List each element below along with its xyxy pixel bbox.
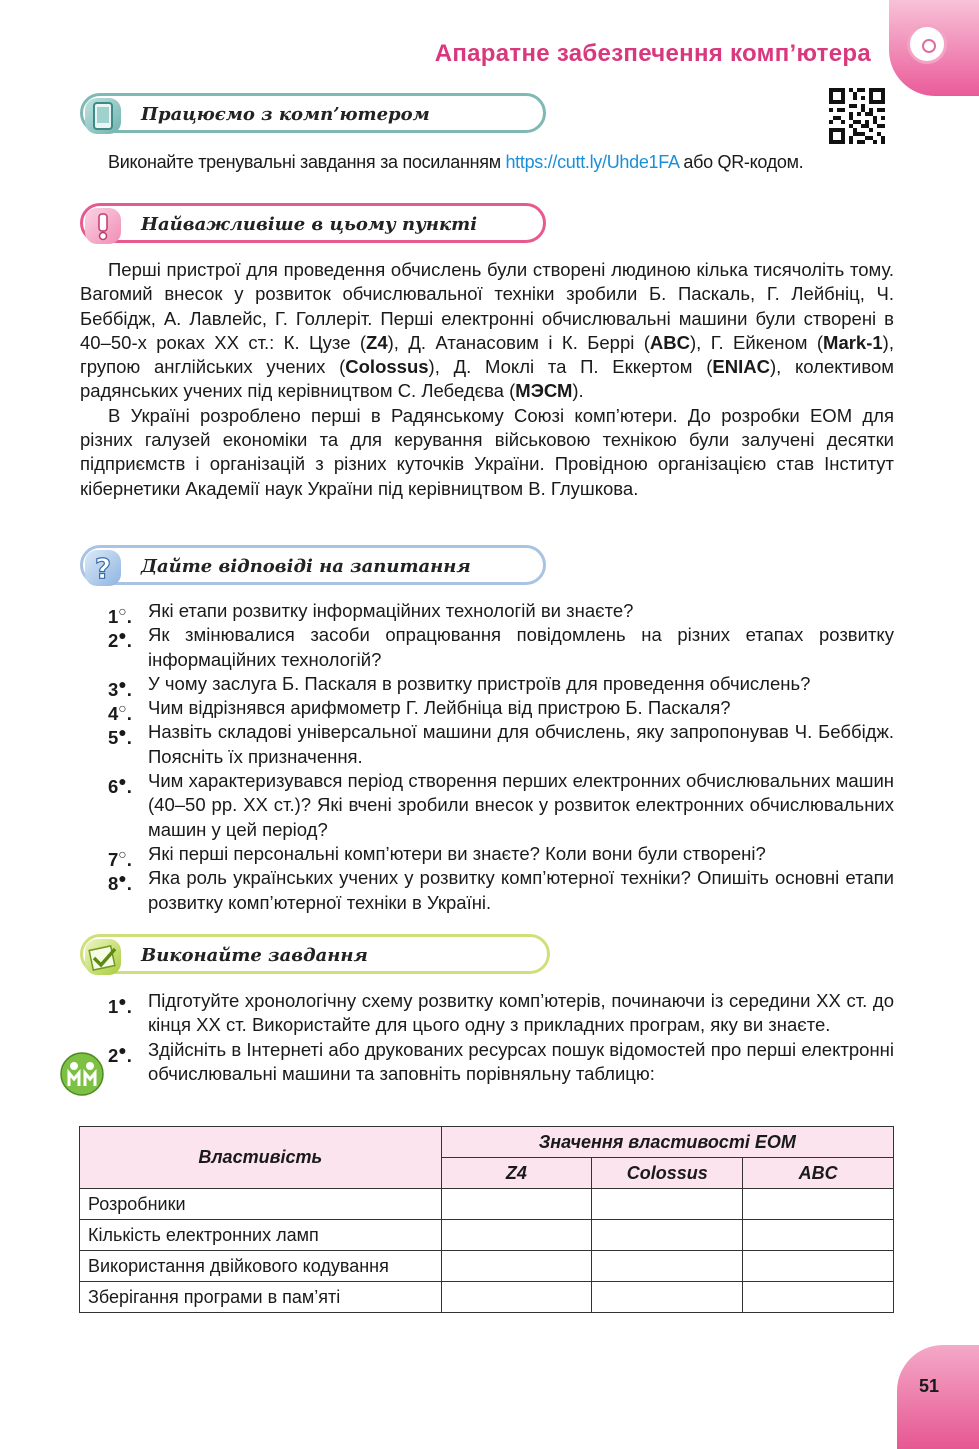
table-cell (743, 1251, 894, 1282)
tasks-list (80, 989, 894, 1086)
comparison-table (79, 1126, 894, 1313)
work-instruction-suffix: або QR-кодом. (678, 152, 804, 172)
section-title-tasks: Виконайте завдання (141, 945, 368, 966)
section-title-work: Працюємо з комп’ютером (141, 104, 430, 125)
difficulty-mark: ○ (118, 700, 127, 717)
machine-name: МЭСМ (515, 380, 573, 402)
difficulty-mark: ● (118, 870, 127, 887)
difficulty-mark: ○ (118, 603, 127, 619)
table-cell (592, 1220, 743, 1251)
row-label: Зберігання програми в пам’яті (80, 1282, 442, 1313)
summary-paragraph-1: Перші пристрої для проведення обчислень були створені людиною кілька тисячоліть тому. Вагомий внесок у розвиток обчислювальної техніки зробили Б. Паскаль, Г. Лейбніц, Ч. Беббідж, А. Лавлейс, Г. Голлеріт. Перші електронні обчислювальні машини були створені в 40–50-х роках XX ст.: К. Цузе (Z4), Д. Атанасовим і К. Беррі (ABC), Г. Ейкеном (Mark-1), групою англійських учених (Colossus), Д. Моклі та П. Еккертом (ENIAC), колективом радянських учених під керівництвом С. Лебедєва (МЭСМ). (80, 259, 894, 402)
question-number: 6●. (108, 773, 132, 798)
section-banner-questions (80, 545, 546, 585)
qr-code (829, 88, 885, 144)
question-item (80, 842, 894, 871)
exclamation-icon (85, 208, 121, 244)
question-text: Чим відрізнявся арифмометр Г. Лейбніца від пристрою Б. Паскаля? (148, 697, 731, 719)
table-cell (743, 1189, 894, 1220)
summary-text (80, 258, 894, 501)
header-group: Значення властивості ЕОМ (441, 1127, 893, 1158)
work-instruction-prefix: Виконайте тренувальні завдання за посиланням (108, 152, 506, 172)
question-text: Як змінювалися засоби опрацювання повідомлень на різних етапах розвитку інформаційних технологій? (148, 624, 894, 670)
questions-list (80, 599, 894, 915)
question-number: 3●. (108, 675, 132, 701)
table-cell (743, 1282, 894, 1313)
work-instruction (108, 152, 803, 173)
row-label: Розробники (80, 1189, 442, 1220)
header-property: Властивість (80, 1127, 442, 1189)
task-item (80, 989, 894, 1038)
chapter-tab (889, 0, 979, 96)
table-cell (592, 1251, 743, 1282)
checklist-icon (85, 939, 121, 975)
table-row (80, 1220, 894, 1251)
machine-name: Colossus (345, 356, 429, 378)
running-title: Апаратне забезпечення комп’ютера (434, 40, 871, 67)
question-text: Яка роль українських учених у розвитку комп’ютерної техніки? Опишіть основні етапи розвитку комп’ютерної техніки в Україні. (148, 867, 894, 913)
table-cell (592, 1189, 743, 1220)
section-title-questions: Дайте відповіді на запитання (141, 556, 471, 577)
training-link[interactable]: https://cutt.ly/Uhde1FA (505, 152, 679, 172)
difficulty-mark: ● (118, 773, 127, 790)
difficulty-mark: ● (118, 993, 127, 1009)
task-number: 1●. (108, 993, 132, 1018)
question-icon (85, 550, 121, 586)
table-cell (441, 1189, 592, 1220)
question-text: Назвіть складові універсальної машини для обчислень, яку запропонував Ч. Беббідж. Поясніть їх призначення. (148, 721, 894, 767)
question-number: 7○. (108, 845, 132, 871)
question-number: 2●. (108, 627, 132, 652)
difficulty-mark: ● (118, 1041, 127, 1058)
table-row (80, 1251, 894, 1282)
question-text: У чому заслуга Б. Паскаля в розвитку пристроїв для проведення обчислень? (148, 672, 811, 694)
summary-paragraph-2: В Україні розроблено перші в Радянському Союзі комп’ютери. До розробки ЕОМ для різних галузей економіки та для керування військовою технікою були залучені десятки підприємств і організацій з різних куточків України. Провідною організацією став Інститут кібернетики Академії наук України під керівництвом В. Глушкова. (80, 404, 894, 499)
page-tab (897, 1345, 979, 1449)
question-text: Які перші персональні комп’ютери ви знаєте? Коли вони були створені? (148, 842, 766, 864)
header-machine: ABC (743, 1158, 894, 1189)
question-item (80, 672, 894, 701)
question-item (80, 599, 894, 628)
machine-name: ENIAC (712, 356, 770, 378)
table-cell (441, 1220, 592, 1251)
section-title-important: Найважливіше в цьому пункті (141, 214, 478, 235)
question-number: 5●. (108, 724, 132, 749)
disc-icon (907, 24, 947, 64)
header-machine: Z4 (441, 1158, 592, 1189)
section-banner-important (80, 203, 546, 243)
section-banner-tasks (80, 934, 550, 974)
task-text: Здійсніть в Інтернеті або друкованих ресурсах пошук відомостей про перші електронні обчислювальні машини та заповніть порівняльну таблицю: (148, 1038, 894, 1084)
question-number: 8●. (108, 870, 132, 895)
question-text: Які етапи розвитку інформаційних технологій ви знаєте? (148, 600, 634, 621)
question-item (80, 696, 894, 725)
table-row (80, 1189, 894, 1220)
table-cell (743, 1220, 894, 1251)
header-machine: Colossus (592, 1158, 743, 1189)
difficulty-mark: ● (118, 724, 127, 741)
task-text: Підготуйте хронологічну схему розвитку комп’ютерів, починаючи із середини XX ст. до кінця XX ст. Використайте для цього одну з прикладних програм, яку ви знаєте. (148, 990, 894, 1036)
difficulty-mark: ● (118, 627, 127, 644)
question-text: Чим характеризувався період створення перших електронних обчислювальних машин (40–50 рр. XX ст.)? Які вчені зробили внесок у розвиток електронних обчислювальних машин у цей період? (148, 770, 894, 840)
task-number: 2●. (108, 1041, 132, 1066)
question-number: 1○. (108, 603, 132, 628)
tablet-icon (85, 98, 121, 134)
table-row (80, 1282, 894, 1313)
question-item (80, 866, 894, 915)
question-item (80, 720, 894, 769)
machine-name: Mark-1 (823, 331, 883, 353)
question-item (80, 769, 894, 842)
question-item (80, 623, 894, 672)
row-label: Використання двійкового кодування (80, 1251, 442, 1282)
difficulty-mark: ○ (118, 845, 127, 862)
difficulty-mark: ● (118, 675, 127, 692)
question-number: 4○. (108, 700, 132, 725)
table-cell (441, 1282, 592, 1313)
task-item (80, 1038, 894, 1087)
row-label: Кількість електронних ламп (80, 1220, 442, 1251)
table-cell (592, 1282, 743, 1313)
page-number: 51 (918, 1376, 939, 1396)
table-cell (441, 1251, 592, 1282)
section-banner-work (80, 93, 546, 133)
machine-name: Z4 (366, 331, 388, 353)
svg-text:?: ? (94, 552, 112, 585)
machine-name: ABC (649, 331, 690, 353)
